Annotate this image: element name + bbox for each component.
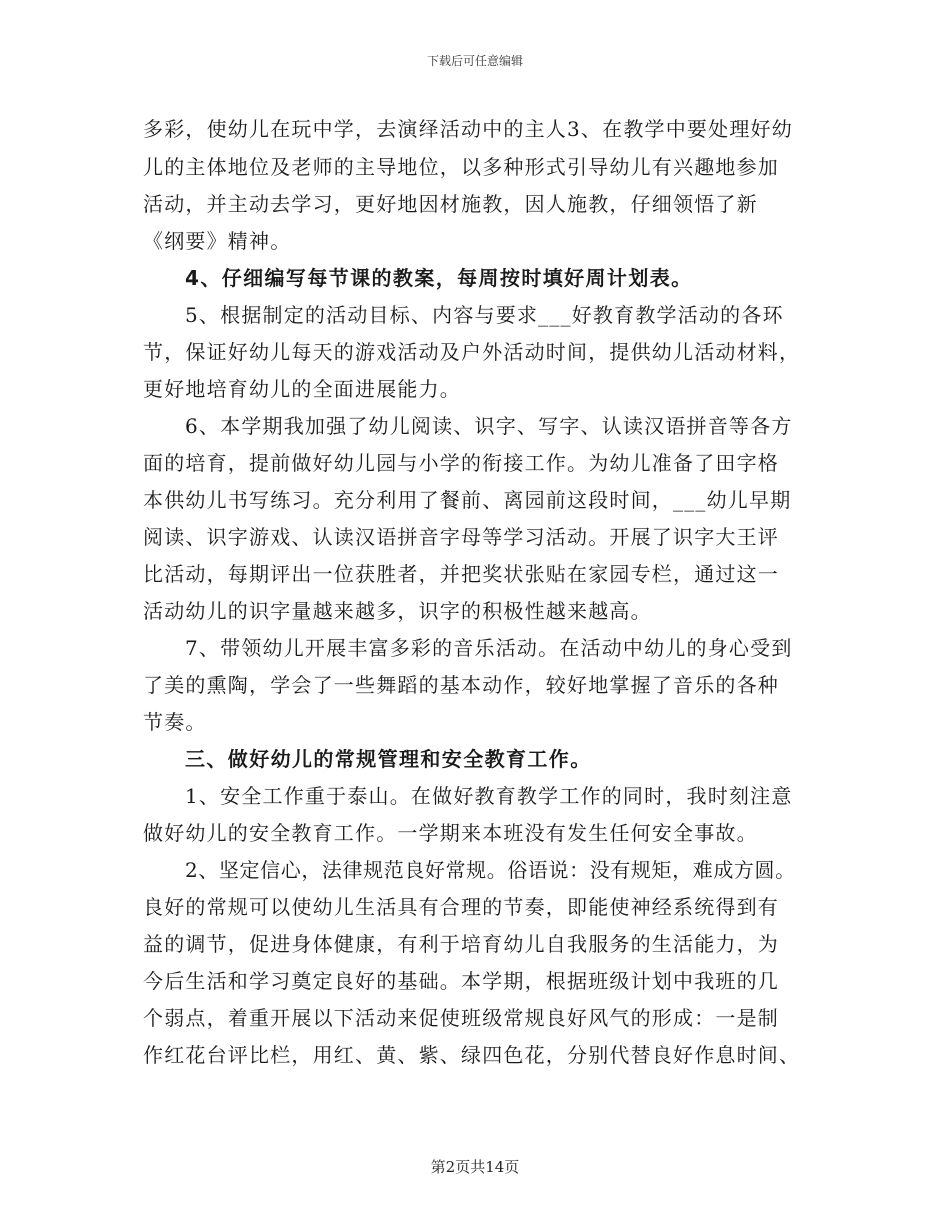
section-heading: 4、仔细编写每节课的教案，每周按时填好周计划表。 <box>185 266 693 290</box>
text-line: 作红花台评比栏，用红、黄、紫、绿四色花，分别代替良好作息时间、 <box>143 1043 801 1067</box>
text-line: 了美的熏陶，学会了一些舞蹈的基本动作，较好地掌握了音乐的各种 <box>143 673 779 697</box>
text-line: 做好幼儿的安全教育工作。一学期来本班没有发生任何安全事故。 <box>143 821 758 845</box>
text-line: 儿的主体地位及老师的主导地位，以多种形式引导幼儿有兴趣地参加 <box>143 155 779 179</box>
text-line: 面的培育，提前做好幼儿园与小学的衔接工作。为幼儿准备了田字格 <box>143 451 779 475</box>
section-heading: 三、做好幼儿的常规管理和安全教育工作。 <box>185 747 592 771</box>
text-line: 活动，并主动去学习，更好地因材施教，因人施教，仔细领悟了新 <box>143 192 758 216</box>
text-line: 5、根据制定的活动目标、内容与要求___好教育教学活动的各环 <box>185 303 784 327</box>
text-line: 节奏。 <box>143 710 207 734</box>
text-line: 7、带领幼儿开展丰富多彩的音乐活动。在活动中幼儿的身心受到 <box>185 636 793 660</box>
text-line: 今后生活和学习奠定良好的基础。本学期，根据班级计划中我班的几 <box>143 969 779 993</box>
text-line: 活动幼儿的识字量越来越多，识字的积极性越来越高。 <box>143 599 652 623</box>
text-line: 2、坚定信心，法律规范良好常规。俗语说：没有规矩，难成方圆。 <box>185 858 796 882</box>
text-line: 良好的常规可以使幼儿生活具有合理的节奏，即能使神经系统得到有 <box>143 895 779 919</box>
text-line: 《纲要》精神。 <box>143 229 292 253</box>
text-line: 个弱点，着重开展以下活动来促使班级常规良好风气的形成：一是制 <box>143 1006 779 1030</box>
text-line: 阅读、识字游戏、认读汉语拼音字母等学习活动。开展了识字大王评 <box>143 525 779 549</box>
text-line: 6、本学期我加强了幼儿阅读、识字、写字、认读汉语拼音等各方 <box>185 414 793 438</box>
text-line: 节，保证好幼儿每天的游戏活动及户外活动时间，提供幼儿活动材料， <box>143 340 801 364</box>
text-line: 多彩，使幼儿在玩中学，去演绎活动中的主人3、在教学中要处理好幼 <box>143 117 793 141</box>
text-line: 更好地培育幼儿的全面进展能力。 <box>143 377 461 401</box>
page-footer: 第2页共14页 <box>430 1158 520 1176</box>
text-line: 1、安全工作重于泰山。在做好教育教学工作的同时，我时刻注意 <box>185 784 793 808</box>
page-header: 下载后可任意编辑 <box>426 54 523 68</box>
text-line: 本供幼儿书写练习。充分利用了餐前、离园前这段时间，___幼儿早期 <box>143 488 792 512</box>
text-line: 益的调节，促进身体健康，有利于培育幼儿自我服务的生活能力，为 <box>143 932 779 956</box>
text-line: 比活动，每期评出一位获胜者，并把奖状张贴在家园专栏，通过这一 <box>143 562 779 586</box>
